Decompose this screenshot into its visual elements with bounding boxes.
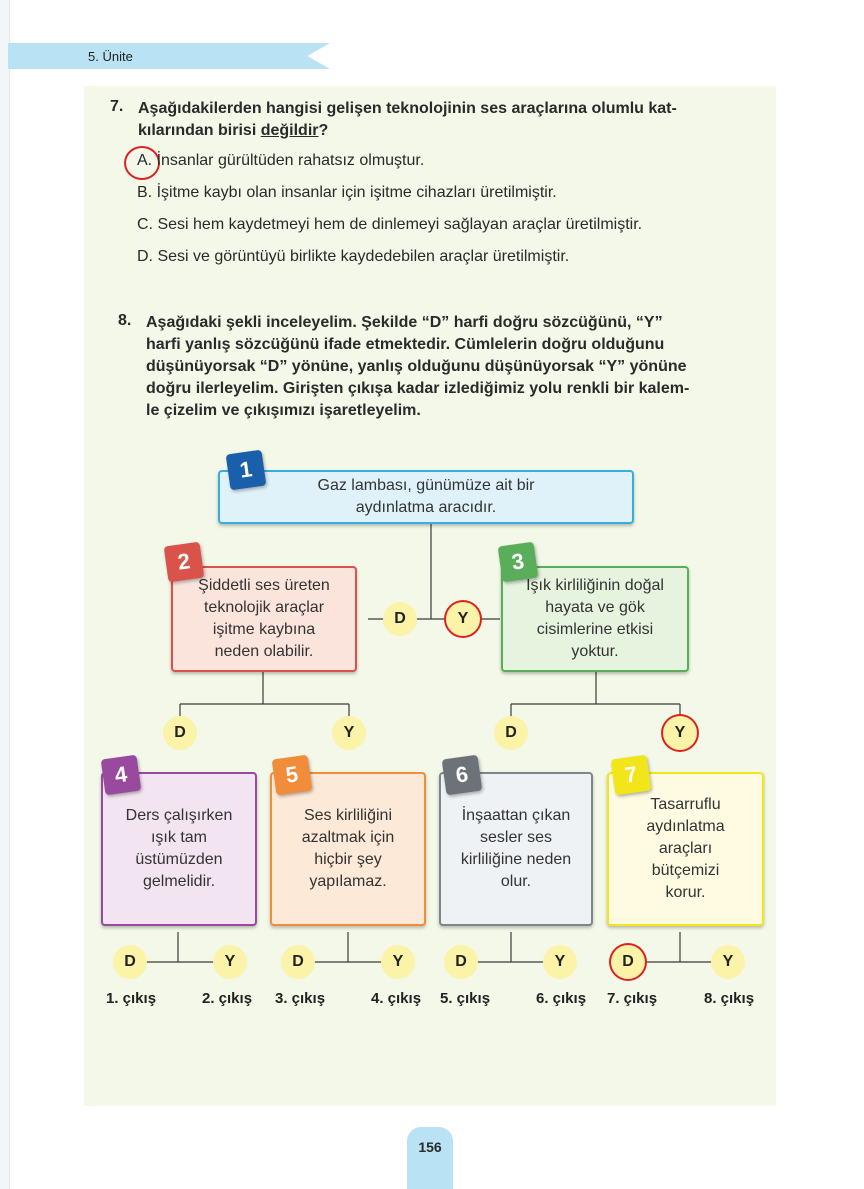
choice-d-box7[interactable]: D [611, 945, 645, 979]
q7-option-c[interactable]: C. Sesi hem kaydetmeyi hem de dinlemeyi sağlayan araçlar üretilmiştir. [137, 216, 643, 233]
page-number: 156 [418, 1139, 442, 1155]
choice-y-box6[interactable]: Y [543, 945, 577, 979]
exit-label-5: 5. çıkış [440, 990, 491, 1007]
badge-3: 3 [498, 542, 539, 583]
choice-y-box2[interactable]: Y [332, 716, 366, 750]
q7-option-b[interactable]: B. İşitme kaybı olan insanlar için işitme cihazları üretilmiştir. [137, 184, 557, 201]
choice-y-box5[interactable]: Y [381, 945, 415, 979]
q8-number: 8. [118, 312, 132, 329]
q7-line2: kılarından birisi değildir? [138, 122, 329, 139]
q8-line: Aşağıdaki şekli inceleyelim. Şekilde “D” harfi doğru sözcüğünü, “Y” [146, 314, 663, 331]
choice-y-box3[interactable]: Y [663, 716, 697, 750]
choice-d-box6[interactable]: D [444, 945, 478, 979]
choice-d-box3[interactable]: D [494, 716, 528, 750]
exit-label-6: 6. çıkış [536, 990, 587, 1007]
page-number-tab [407, 1127, 453, 1189]
statement-box-2: Şiddetli ses üreten teknolojik araçlar işitme kaybına neden olabilir. [171, 566, 357, 672]
q7-option-d[interactable]: D. Sesi ve görüntüyü birlikte kaydedebilen araçlar üretilmiştir. [137, 248, 570, 265]
q7-emphasis: değildir [260, 122, 319, 139]
choice-d-box1[interactable]: D [383, 602, 417, 636]
choice-y-box4[interactable]: Y [213, 945, 247, 979]
choice-d-box4[interactable]: D [113, 945, 147, 979]
exit-label-8: 8. çıkış [704, 990, 755, 1007]
exit-label-7: 7. çıkış [607, 990, 658, 1007]
q7-line1: Aşağıdakilerden hangisi gelişen teknolojinin ses araçlarına olumlu kat- [138, 100, 677, 117]
badge-1: 1 [226, 450, 267, 491]
exit-label-1: 1. çıkış [106, 990, 157, 1007]
q8-line: le çizelim ve çıkışımızı işaretleyelim. [146, 402, 421, 419]
choice-y-box7[interactable]: Y [711, 945, 745, 979]
q8-line: harfi yanlış sözcüğünü ifade etmektedir. Cümlelerin doğru olduğunu [146, 336, 665, 353]
statement-box-6: İnşaattan çıkan sesler ses kirliliğine neden olur. [439, 772, 593, 926]
badge-7: 7 [611, 755, 652, 796]
badge-6: 6 [442, 755, 483, 796]
choice-y-box1[interactable]: Y [446, 602, 480, 636]
statement-box-1: Gaz lambası, günümüze ait bir aydınlatma aracıdır. [218, 470, 634, 524]
q8-line: doğru ilerleyelim. Girişten çıkışa kadar izlediğimiz yolu renkli bir kalem- [146, 380, 690, 397]
exit-label-3: 3. çıkış [275, 990, 326, 1007]
choice-d-box5[interactable]: D [281, 945, 315, 979]
statement-box-3: Işık kirliliğinin doğal hayata ve gök cisimlerine etkisi yoktur. [501, 566, 689, 672]
choice-d-box2[interactable]: D [163, 716, 197, 750]
badge-4: 4 [101, 755, 142, 796]
statement-box-4: Ders çalışırken ışık tam üstümüzden gelmelidir. [101, 772, 257, 926]
statement-box-7: Tasarruflu aydınlatma araçları bütçemizi korur. [607, 772, 764, 926]
badge-5: 5 [272, 755, 313, 796]
q7-option-a[interactable]: A. İnsanlar gürültüden rahatsız olmuştur. [137, 152, 425, 169]
unit-label: 5. Ünite [88, 49, 133, 64]
q8-line: düşünüyorsak “D” yönüne, yanlış olduğunu düşünüyorsak “Y” yönüne [146, 358, 687, 375]
exit-label-2: 2. çıkış [202, 990, 253, 1007]
badge-2: 2 [164, 542, 205, 583]
statement-box-5: Ses kirliliğini azaltmak için hiçbir şey yapılamaz. [270, 772, 426, 926]
exit-label-4: 4. çıkış [371, 990, 422, 1007]
q7-number: 7. [110, 98, 124, 115]
